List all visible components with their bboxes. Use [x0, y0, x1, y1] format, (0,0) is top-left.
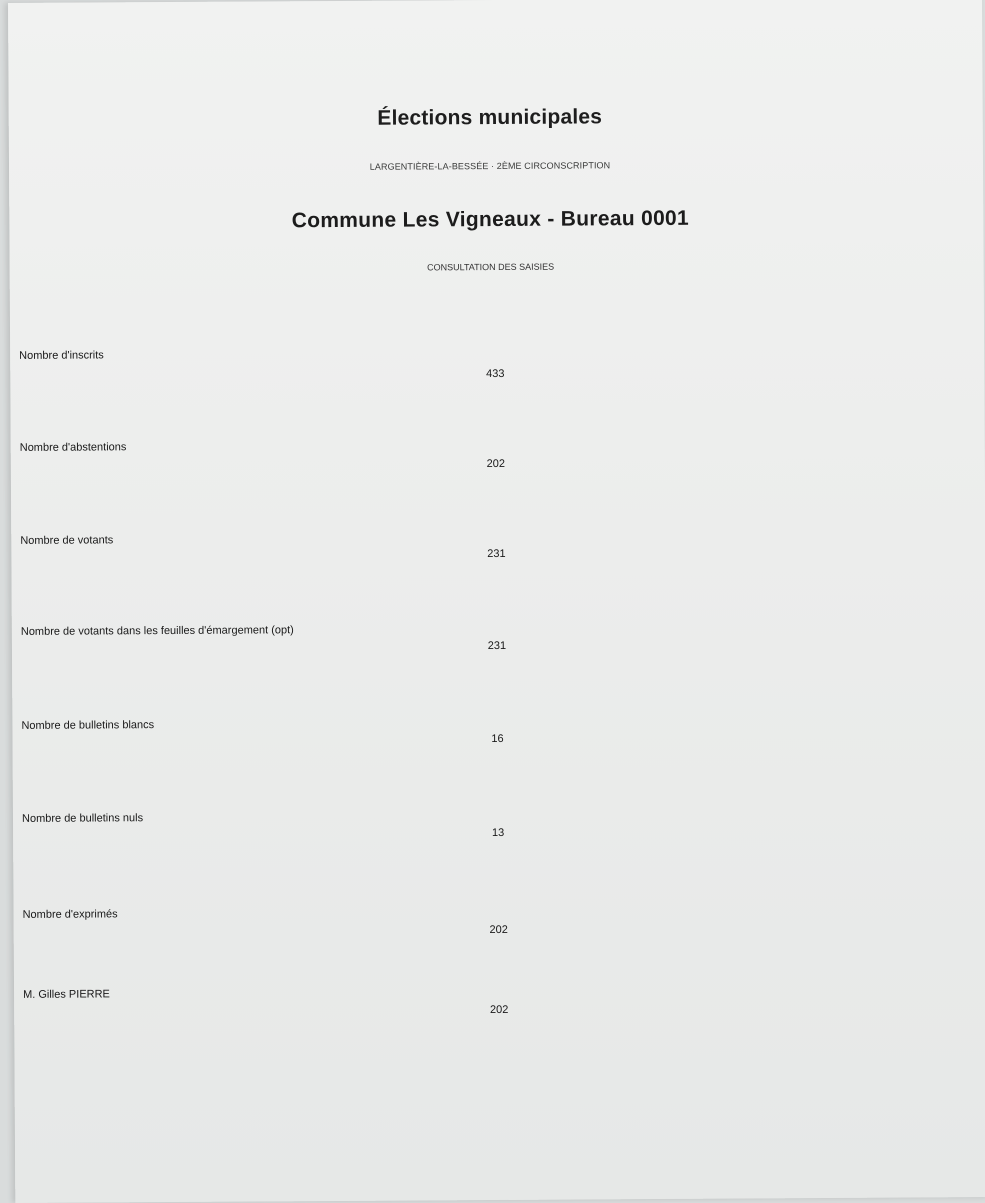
row-value: 16 — [491, 732, 504, 746]
document-title: Élections municipales — [377, 105, 603, 130]
row-label: Nombre de bulletins blancs — [21, 719, 155, 732]
row-value: 202 — [489, 923, 508, 937]
row-value: 13 — [491, 826, 505, 840]
row-value: 433 — [486, 367, 505, 381]
row-value: 231 — [487, 547, 506, 561]
document-page — [8, 0, 985, 1203]
row-label: Nombre d'inscrits — [19, 349, 104, 362]
row-value: 231 — [487, 639, 507, 653]
row-label: Nombre de votants dans les feuilles d'émargement (opt) — [20, 624, 294, 638]
commune-heading: Commune Les Vigneaux - Bureau 0001 — [291, 206, 690, 233]
candidate-votes: 202 — [489, 1003, 509, 1017]
document-subtitle: LARGENTIÈRE-LA-BESSÉE · 2ÈME CIRCONSCRIPTION — [369, 160, 611, 172]
candidate-name: M. Gilles PIERRE — [23, 988, 110, 1001]
section-heading: CONSULTATION DES SAISIES — [427, 261, 555, 273]
row-label: Nombre de votants — [20, 534, 114, 547]
row-label: Nombre de bulletins nuls — [21, 812, 144, 825]
row-label: Nombre d'exprimés — [22, 908, 118, 921]
row-label: Nombre d'abstentions — [19, 441, 127, 454]
row-value: 202 — [486, 457, 506, 471]
